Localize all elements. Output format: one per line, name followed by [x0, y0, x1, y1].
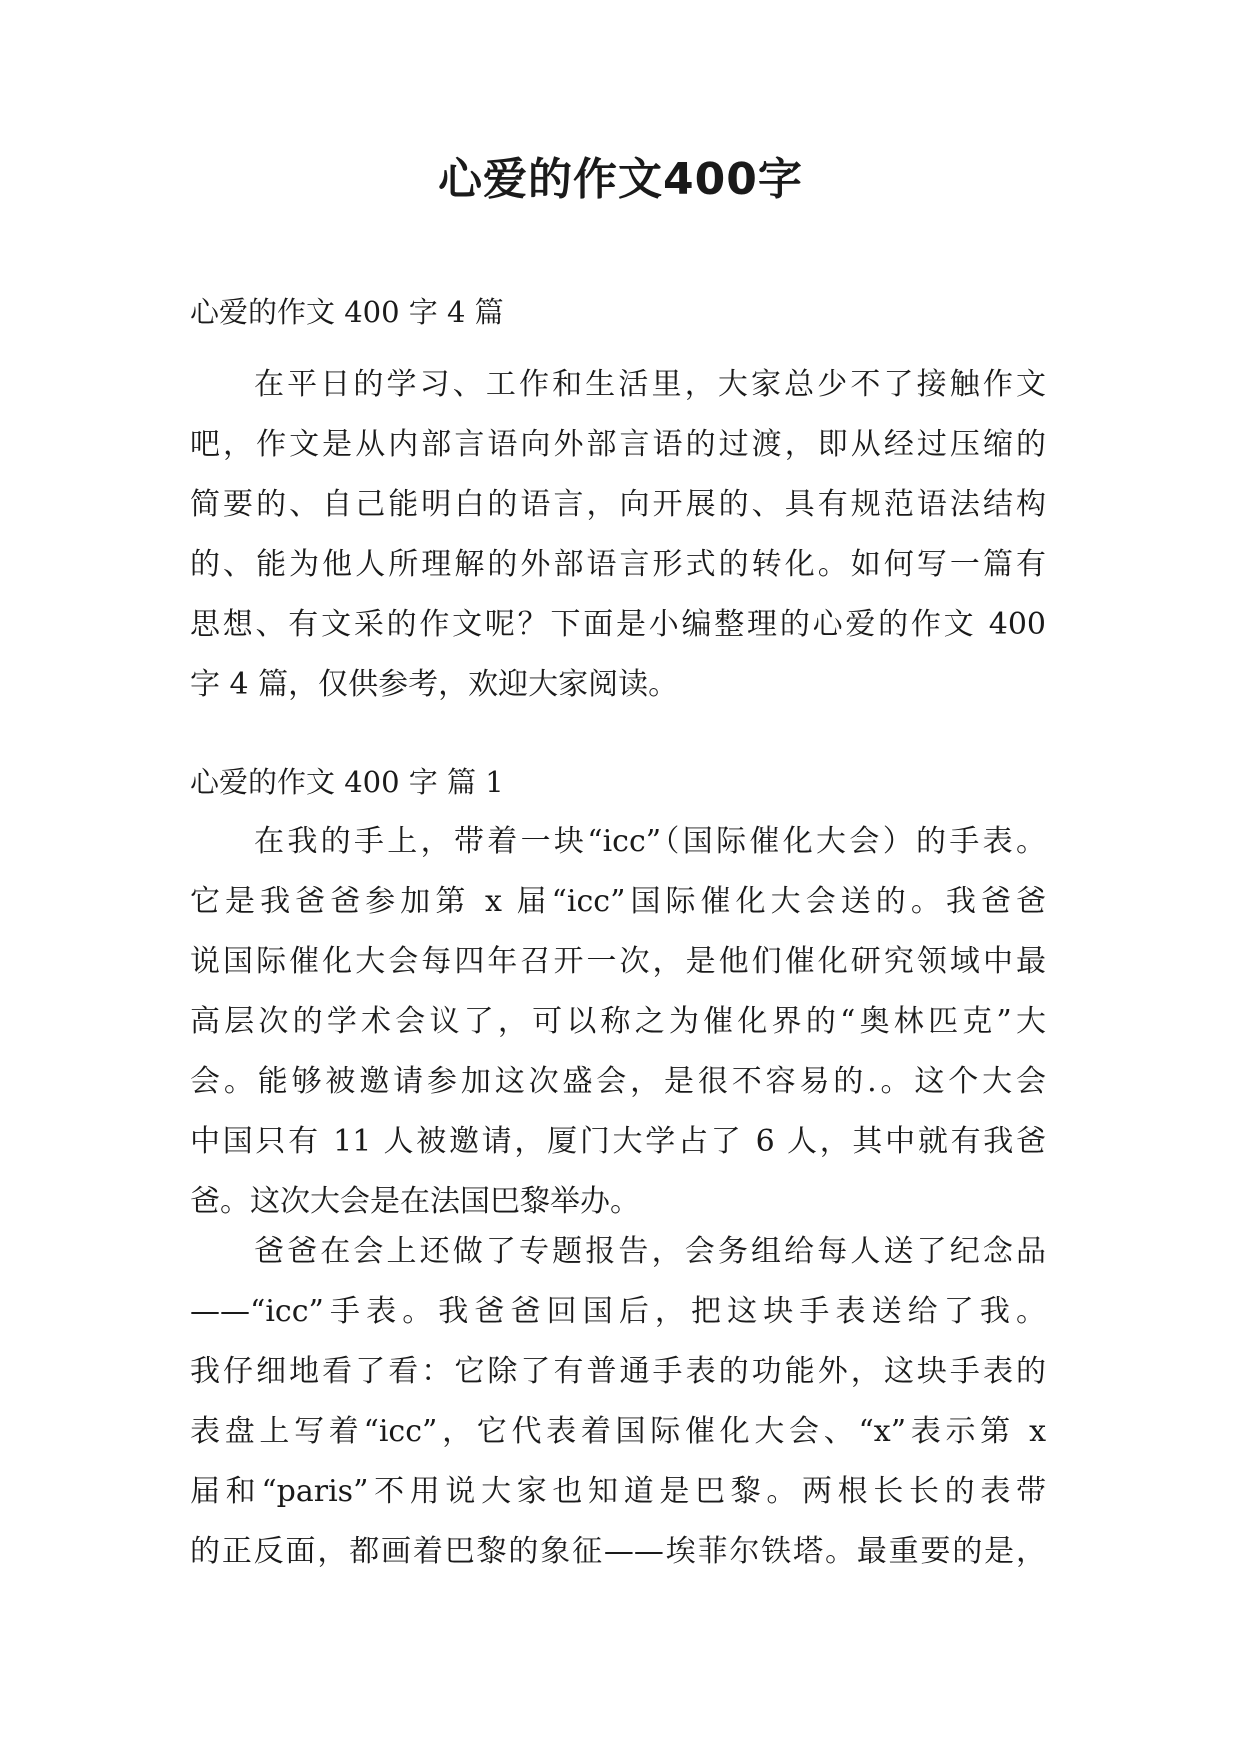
text-line: 爸爸在会上还做了专题报告，会务组给每人送了纪念品	[254, 1234, 1046, 1269]
text-line: 爸。这次大会是在法国巴黎举办。	[190, 1184, 640, 1219]
text-line: ——“icc”手表。我爸爸回国后，把这块手表送给了我。	[190, 1294, 1046, 1329]
text-line: 简要的、自己能明白的语言，向开展的、具有规范语法结构	[190, 487, 1046, 522]
document-title: 心爱的作文400字	[438, 154, 803, 205]
document-subtitle: 心爱的作文 400 字 4 篇	[190, 295, 504, 329]
text-line: 中国只有 11 人被邀请，厦门大学占了 6 人，其中就有我爸	[190, 1124, 1046, 1159]
text-line: 它是我爸爸参加第 x 届“icc”国际催化大会送的。我爸爸	[190, 884, 1046, 919]
text-line: 会。能够被邀请参加这次盛会，是很不容易的.。这个大会	[190, 1064, 1046, 1099]
text-line: 字 4 篇，仅供参考，欢迎大家阅读。	[190, 667, 679, 702]
text-line: 在平日的学习、工作和生活里，大家总少不了接触作文	[254, 367, 1046, 402]
text-line: 高层次的学术会议了，可以称之为催化界的“奥林匹克”大	[190, 1004, 1046, 1039]
text-line: 的正反面，都画着巴黎的象征——埃菲尔铁塔。最重要的是，	[190, 1534, 1046, 1569]
text-line: 我仔细地看了看：它除了有普通手表的功能外，这块手表的	[190, 1354, 1046, 1389]
text-line: 吧，作文是从内部言语向外部言语的过渡，即从经过压缩的	[190, 427, 1046, 462]
text-line: 的、能为他人所理解的外部语言形式的转化。如何写一篇有	[190, 547, 1046, 582]
section-heading: 心爱的作文 400 字 篇 1	[190, 765, 504, 799]
text-line: 表盘上写着“icc”，它代表着国际催化大会、“x”表示第 x	[190, 1414, 1046, 1449]
body-paragraph-1	[190, 812, 1046, 1232]
intro-paragraph	[190, 355, 1046, 715]
text-line: 在我的手上，带着一块“icc”（国际催化大会）的手表。	[254, 824, 1046, 859]
body-paragraph-2	[190, 1222, 1046, 1582]
text-line: 思想、有文采的作文呢？下面是小编整理的心爱的作文 400	[190, 607, 1046, 642]
text-line: 届和“paris”不用说大家也知道是巴黎。两根长长的表带	[190, 1474, 1046, 1509]
text-line: 说国际催化大会每四年召开一次，是他们催化研究领域中最	[190, 944, 1046, 979]
